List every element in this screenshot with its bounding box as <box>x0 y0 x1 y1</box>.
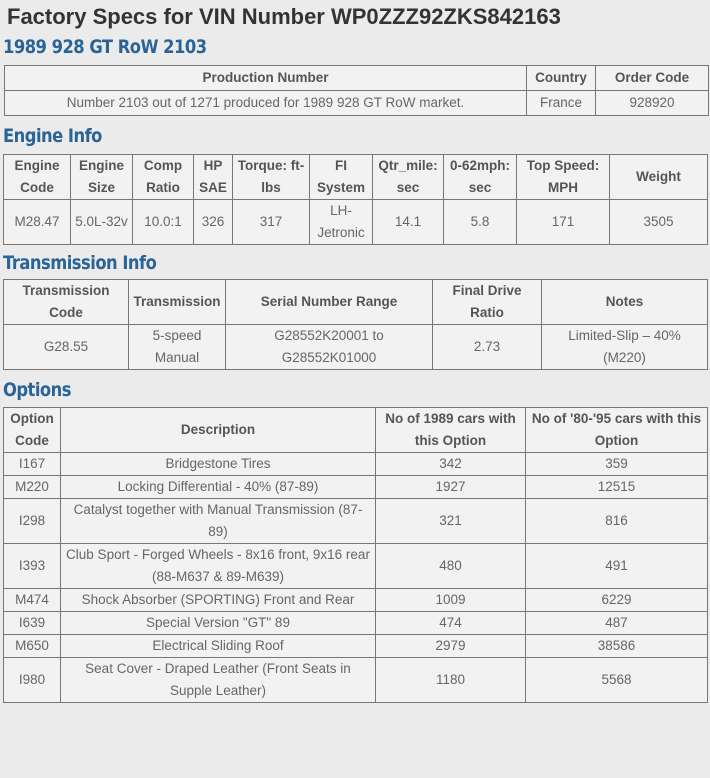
final-drive-cell: 2.73 <box>433 325 542 370</box>
option-description-cell: Club Sport - Forged Wheels - 8x16 front, 9x16 rear (88-M637 & 89-M639) <box>61 544 376 589</box>
option-80-95-count-cell: 38586 <box>526 635 708 658</box>
option-1989-count-cell: 2979 <box>376 635 526 658</box>
col-comp-ratio: Comp Ratio <box>133 155 194 200</box>
option-code-cell: M220 <box>4 476 61 499</box>
option-1989-count-cell: 1180 <box>376 658 526 703</box>
transmission-cell: 5-speed Manual <box>129 325 226 370</box>
option-1989-count-cell: 1927 <box>376 476 526 499</box>
col-order-code: Order Code <box>596 66 709 91</box>
notes-cell: Limited-Slip – 40% (M220) <box>542 325 708 370</box>
transmission-table <box>3 279 708 370</box>
option-code-cell: I393 <box>4 544 61 589</box>
production-number-cell: Number 2103 out of 1271 produced for 1989 928 GT RoW market. <box>5 91 527 116</box>
serial-range-cell: G28552K20001 to G28552K01000 <box>226 325 433 370</box>
transmission-info-heading: Transmission Info <box>3 252 157 274</box>
option-80-95-count-cell: 491 <box>526 544 708 589</box>
model-heading: 1989 928 GT RoW 2103 <box>3 36 207 58</box>
col-top-speed: Top Speed: MPH <box>517 155 610 200</box>
top-speed-cell: 171 <box>517 200 610 245</box>
option-code-cell: M474 <box>4 589 61 612</box>
zero-62-cell: 5.8 <box>444 200 517 245</box>
engine-code-cell: M28.47 <box>4 200 71 245</box>
order-code-cell: 928920 <box>596 91 709 116</box>
transmission-code-cell: G28.55 <box>4 325 129 370</box>
table-row <box>4 658 708 703</box>
option-description-cell: Bridgestone Tires <box>61 453 376 476</box>
table-row <box>4 476 708 499</box>
col-qtr-mile: Qtr_mile: sec <box>373 155 444 200</box>
col-serial-range: Serial Number Range <box>226 280 433 325</box>
col-option-code: Option Code <box>4 408 61 453</box>
table-header-row <box>4 408 708 453</box>
options-heading: Options <box>3 379 71 401</box>
torque-cell: 317 <box>233 200 310 245</box>
table-header-row <box>5 66 709 91</box>
country-cell: France <box>527 91 596 116</box>
col-torque: Torque: ft-lbs <box>233 155 310 200</box>
option-code-cell: I980 <box>4 658 61 703</box>
qtr-mile-cell: 14.1 <box>373 200 444 245</box>
option-80-95-count-cell: 359 <box>526 453 708 476</box>
col-engine-size: Engine Size <box>71 155 133 200</box>
option-code-cell: I167 <box>4 453 61 476</box>
col-engine-code: Engine Code <box>4 155 71 200</box>
table-row <box>4 325 708 370</box>
table-row <box>4 589 708 612</box>
col-80-95-count: No of '80-'95 cars with this Option <box>526 408 708 453</box>
table-row <box>4 200 708 245</box>
option-1989-count-cell: 342 <box>376 453 526 476</box>
option-1989-count-cell: 474 <box>376 612 526 635</box>
option-code-cell: M650 <box>4 635 61 658</box>
comp-ratio-cell: 10.0:1 <box>133 200 194 245</box>
table-row <box>4 499 708 544</box>
col-notes: Notes <box>542 280 708 325</box>
options-table <box>3 407 708 703</box>
engine-info-heading: Engine Info <box>3 125 102 147</box>
col-hp-sae: HP SAE <box>194 155 233 200</box>
option-1989-count-cell: 1009 <box>376 589 526 612</box>
option-description-cell: Special Version "GT" 89 <box>61 612 376 635</box>
option-code-cell: I639 <box>4 612 61 635</box>
option-description-cell: Locking Differential - 40% (87-89) <box>61 476 376 499</box>
option-description-cell: Shock Absorber (SPORTING) Front and Rear <box>61 589 376 612</box>
weight-cell: 3505 <box>610 200 708 245</box>
col-country: Country <box>527 66 596 91</box>
col-0-62: 0-62mph: sec <box>444 155 517 200</box>
table-header-row <box>4 155 708 200</box>
option-80-95-count-cell: 6229 <box>526 589 708 612</box>
option-1989-count-cell: 480 <box>376 544 526 589</box>
fi-system-cell: LH-Jetronic <box>310 200 373 245</box>
col-transmission: Transmission <box>129 280 226 325</box>
engine-table <box>3 154 708 245</box>
hp-cell: 326 <box>194 200 233 245</box>
col-fi-system: FI System <box>310 155 373 200</box>
col-transmission-code: Transmission Code <box>4 280 129 325</box>
col-description: Description <box>61 408 376 453</box>
page-title: Factory Specs for VIN Number WP0ZZZ92ZKS842163 <box>7 4 561 29</box>
option-80-95-count-cell: 5568 <box>526 658 708 703</box>
option-80-95-count-cell: 487 <box>526 612 708 635</box>
table-row <box>4 635 708 658</box>
option-80-95-count-cell: 12515 <box>526 476 708 499</box>
table-header-row <box>4 280 708 325</box>
col-final-drive: Final Drive Ratio <box>433 280 542 325</box>
option-description-cell: Electrical Sliding Roof <box>61 635 376 658</box>
table-row <box>4 453 708 476</box>
table-row <box>4 544 708 589</box>
option-description-cell: Catalyst together with Manual Transmission (87-89) <box>61 499 376 544</box>
table-row <box>5 91 709 116</box>
engine-size-cell: 5.0L-32v <box>71 200 133 245</box>
col-production-number: Production Number <box>5 66 527 91</box>
option-description-cell: Seat Cover - Draped Leather (Front Seats in Supple Leather) <box>61 658 376 703</box>
option-1989-count-cell: 321 <box>376 499 526 544</box>
col-1989-count: No of 1989 cars with this Option <box>376 408 526 453</box>
option-80-95-count-cell: 816 <box>526 499 708 544</box>
option-code-cell: I298 <box>4 499 61 544</box>
table-row <box>4 612 708 635</box>
production-table <box>4 65 709 116</box>
col-weight: Weight <box>610 155 708 200</box>
